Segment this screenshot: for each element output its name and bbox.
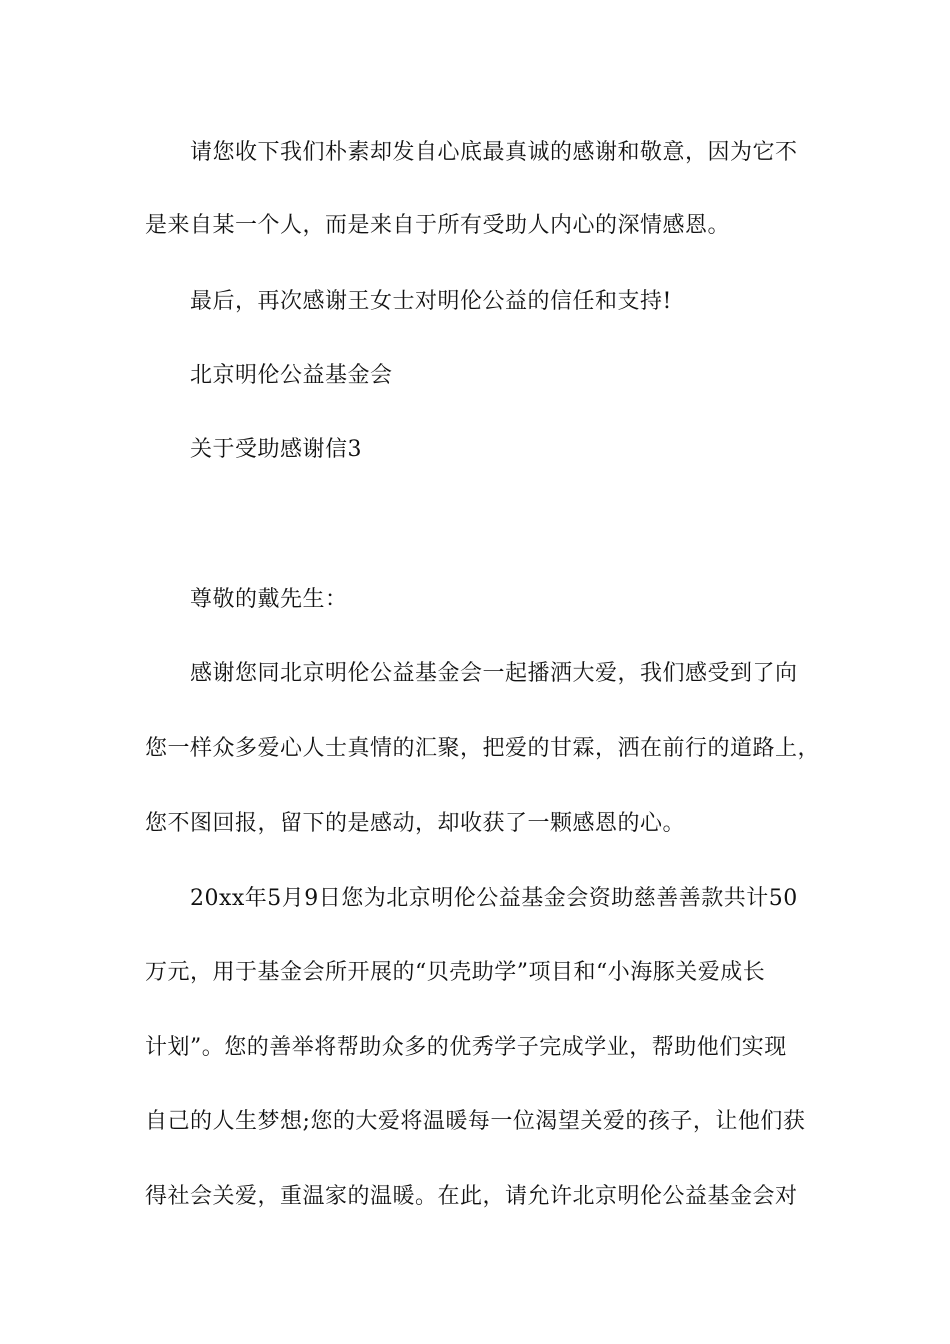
paragraph-line: 您一样众多爱心人士真情的汇聚，把爱的甘霖，洒在前行的道路上， xyxy=(145,736,821,761)
paragraph-line: 感谢您同北京明伦公益基金会一起播洒大爱，我们感受到了向 xyxy=(190,661,798,686)
signature-line: 北京明伦公益基金会 xyxy=(190,363,393,388)
paragraph-line: 万元，用于基金会所开展的“贝壳助学”项目和“小海豚关爱成长 xyxy=(145,960,766,985)
paragraph-line: 20xx年5月9日您为北京明伦公益基金会资助慈善善款共计50 xyxy=(190,886,798,911)
paragraph-line: 是来自某一个人，而是来自于所有受助人内心的深情感恩。 xyxy=(145,213,731,238)
paragraph-line: 自己的人生梦想;您的大爱将温暖每一位渴望关爱的孩子，让他们获 xyxy=(145,1109,806,1134)
letter-title: 关于受助感谢信3 xyxy=(190,437,362,462)
paragraph-line: 请您收下我们朴素却发自心底最真诚的感谢和敬意，因为它不 xyxy=(190,140,798,165)
paragraph-line: 得社会关爱，重温家的温暖。在此，请允许北京明伦公益基金会对 xyxy=(145,1184,798,1209)
salutation: 尊敬的戴先生： xyxy=(190,587,348,612)
paragraph-line: 计划”。您的善举将帮助众多的优秀学子完成学业，帮助他们实现 xyxy=(145,1035,787,1060)
paragraph-line: 您不图回报，留下的是感动，却收获了一颗感恩的心。 xyxy=(145,811,686,836)
paragraph-line: 最后，再次感谢王女士对明伦公益的信任和支持! xyxy=(190,289,672,314)
